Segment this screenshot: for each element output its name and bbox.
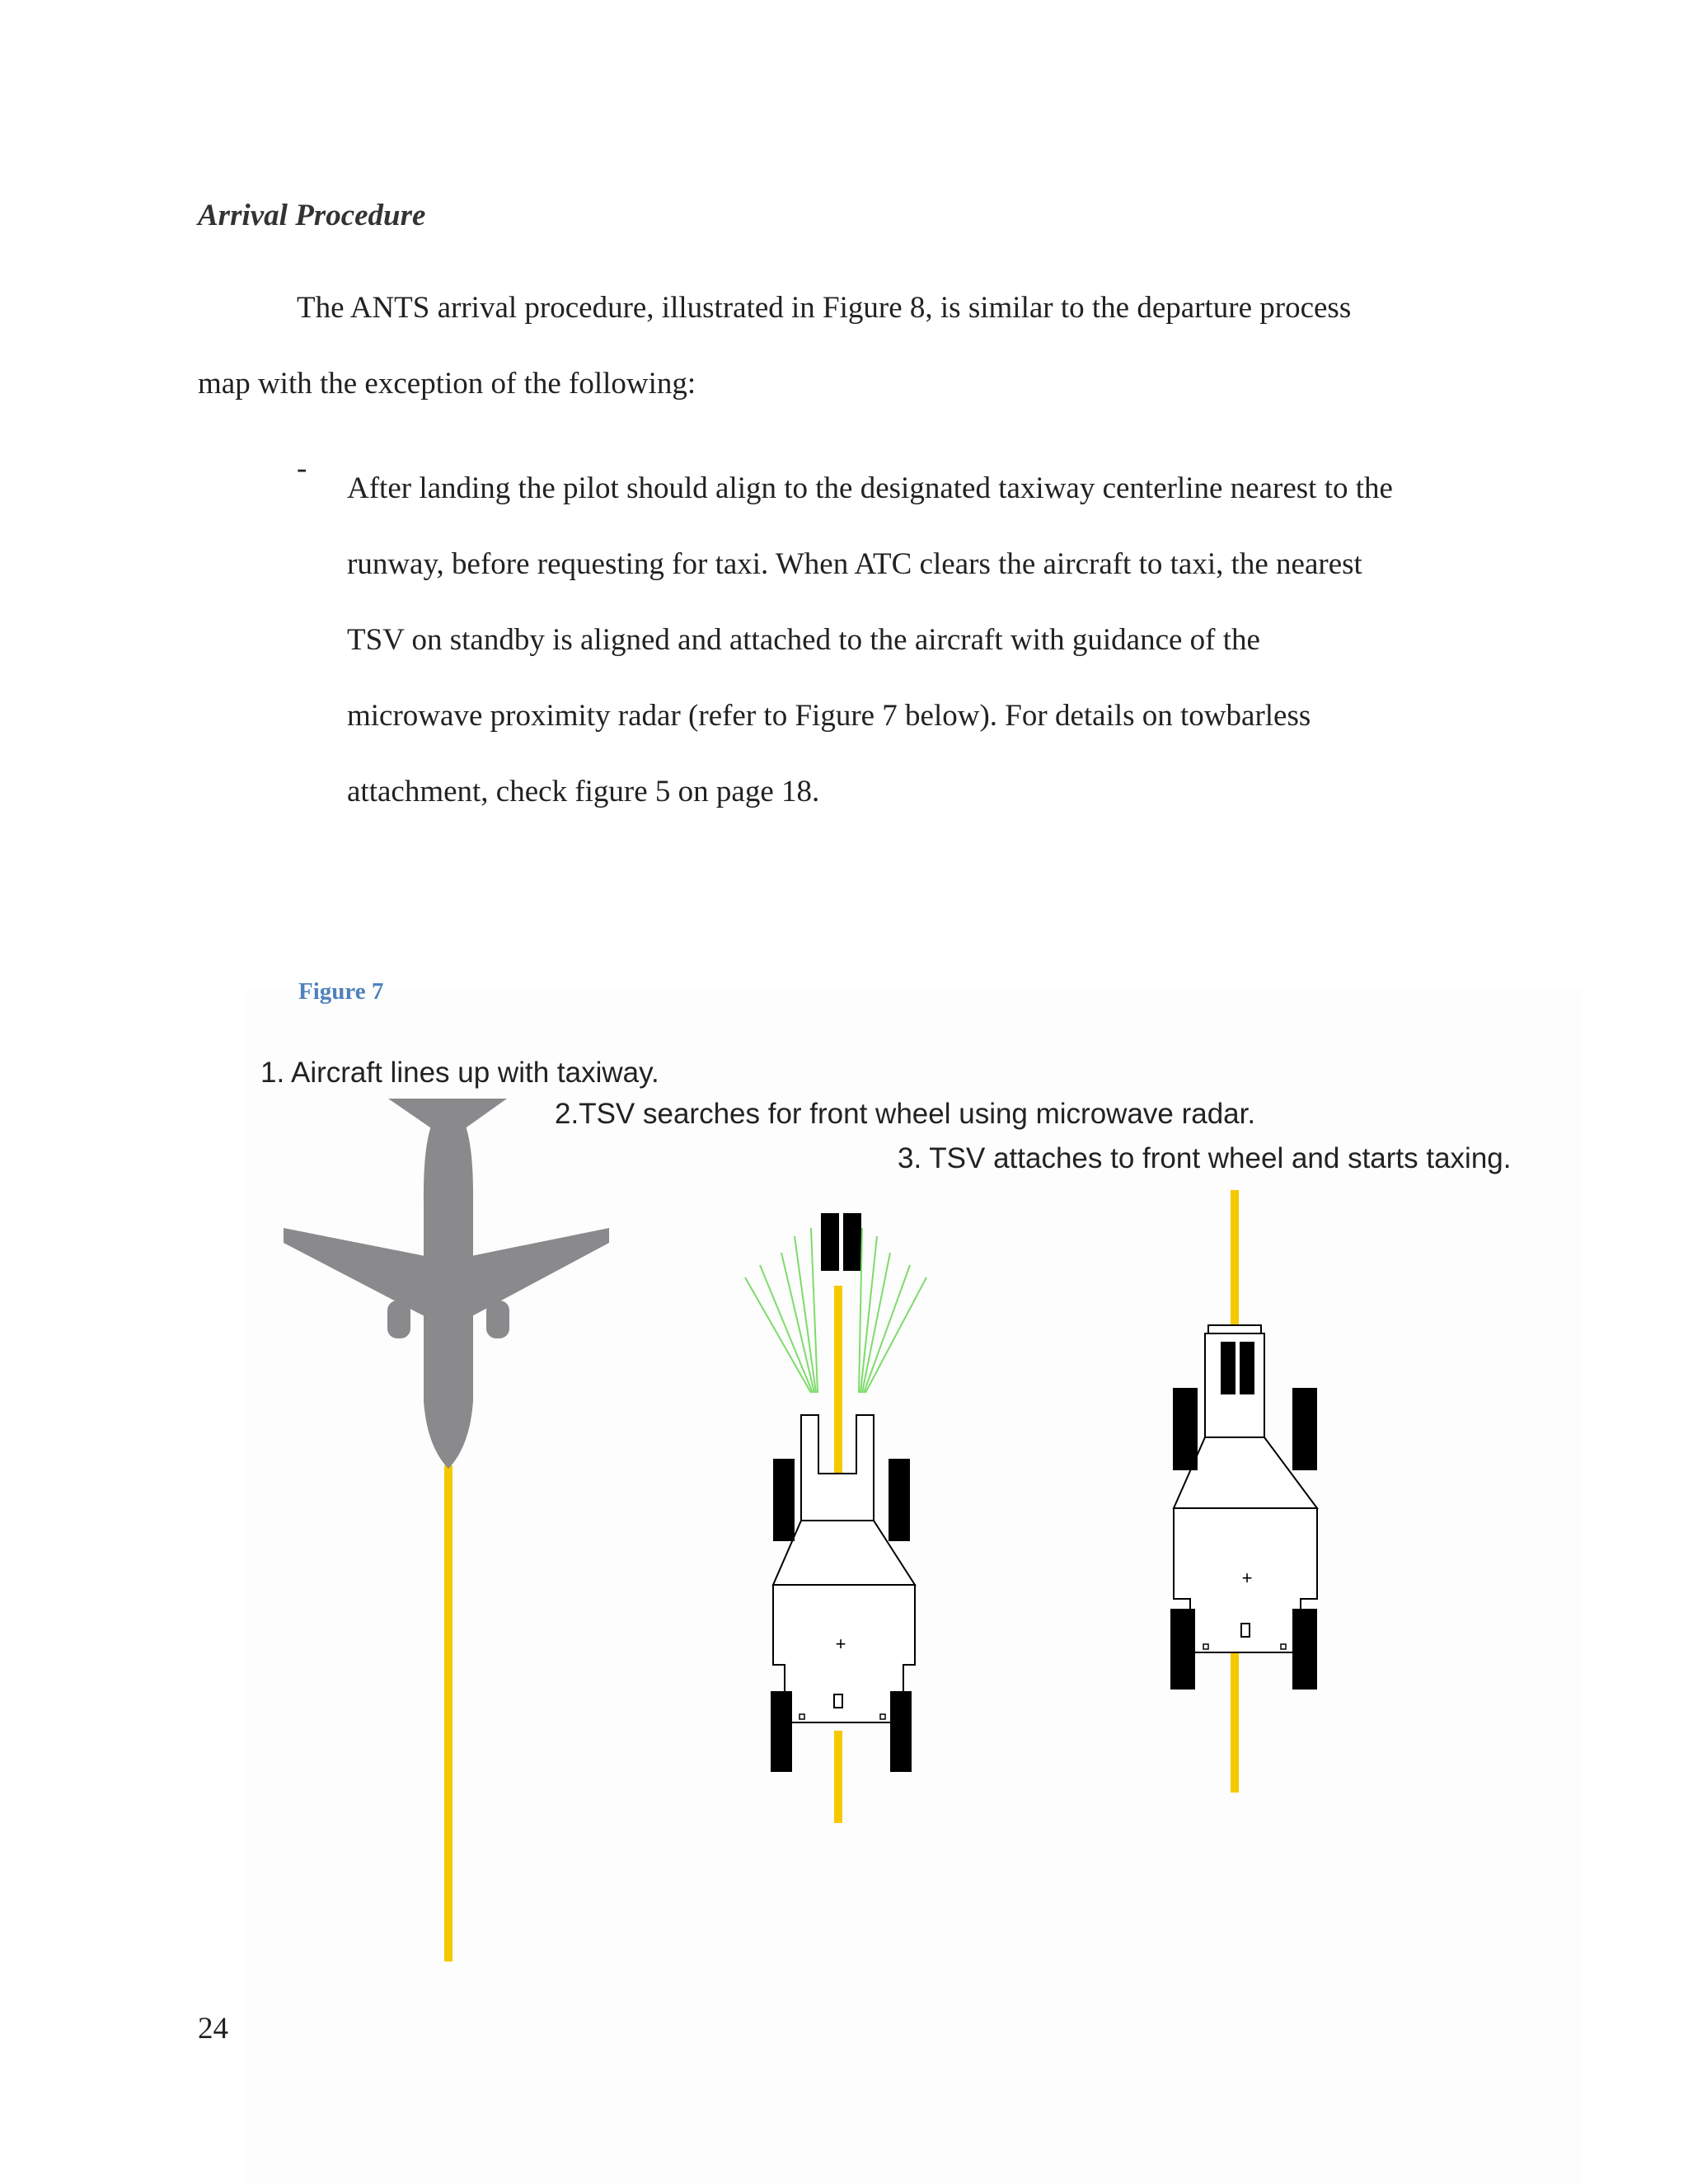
figure-7-diagram bbox=[244, 989, 1582, 2184]
paragraph-line-2: map with the exception of the following: bbox=[198, 367, 696, 401]
taxiway-centerline bbox=[444, 1465, 452, 1961]
tsv-tire bbox=[1292, 1609, 1317, 1690]
tsv-vehicle bbox=[771, 1415, 915, 1772]
tsv-tire bbox=[890, 1691, 912, 1772]
aircraft-front-wheels bbox=[821, 1213, 861, 1271]
tsv-tire bbox=[773, 1459, 795, 1541]
tsv-tire bbox=[1170, 1609, 1195, 1690]
step-1-caption: 1. Aircraft lines up with taxiway. bbox=[260, 1057, 659, 1089]
figure-label: Figure 7 bbox=[298, 978, 384, 1005]
bullet-line: After landing the pilot should align to the designated taxiway centerline nearest to the bbox=[347, 471, 1393, 505]
svg-text:+: + bbox=[1241, 1568, 1253, 1588]
intro-paragraph bbox=[198, 270, 1517, 422]
tsv-tire bbox=[1292, 1388, 1317, 1470]
step-2-caption: 2.TSV searches for front wheel using microwave radar. bbox=[555, 1098, 1256, 1130]
bullet-line: attachment, check figure 5 on page 18. bbox=[347, 775, 820, 808]
aircraft-scene bbox=[284, 1099, 609, 1961]
bullet-line: TSV on standby is aligned and attached to the aircraft with guidance of the bbox=[347, 623, 1260, 657]
tsv-vehicle-attached bbox=[1170, 1325, 1317, 1690]
page-number: 24 bbox=[198, 2012, 228, 2046]
taxiway-centerline bbox=[1231, 1652, 1239, 1793]
svg-text:+: + bbox=[835, 1633, 846, 1654]
bullet-line: microwave proximity radar (refer to Figure 7 below). For details on towbarless bbox=[347, 699, 1311, 733]
tsv-tire bbox=[1173, 1388, 1198, 1470]
paragraph-line-1: The ANTS arrival procedure, illustrated in Figure 8, is similar to the departure process bbox=[297, 291, 1352, 325]
taxiway-centerline bbox=[1231, 1190, 1239, 1325]
tsv-attached-scene bbox=[1170, 1190, 1317, 1793]
section-heading: Arrival Procedure bbox=[198, 199, 426, 232]
aircraft-front-wheel bbox=[1221, 1342, 1236, 1394]
aircraft-front-wheel bbox=[1240, 1342, 1254, 1394]
bullet-marker: - bbox=[297, 452, 307, 485]
tsv-tire bbox=[889, 1459, 910, 1541]
bullet-item bbox=[347, 451, 1517, 830]
bullet-line: runway, before requesting for taxi. When ATC clears the aircraft to taxi, the nearest bbox=[347, 547, 1362, 581]
tsv-tire bbox=[771, 1691, 792, 1772]
taxiway-centerline bbox=[834, 1731, 842, 1823]
aircraft-icon bbox=[284, 1099, 609, 1469]
tsv-searching-scene bbox=[745, 1213, 926, 1823]
step-3-caption: 3. TSV attaches to front wheel and starts taxing. bbox=[898, 1142, 1512, 1174]
figure-7-svg bbox=[244, 989, 1582, 2184]
